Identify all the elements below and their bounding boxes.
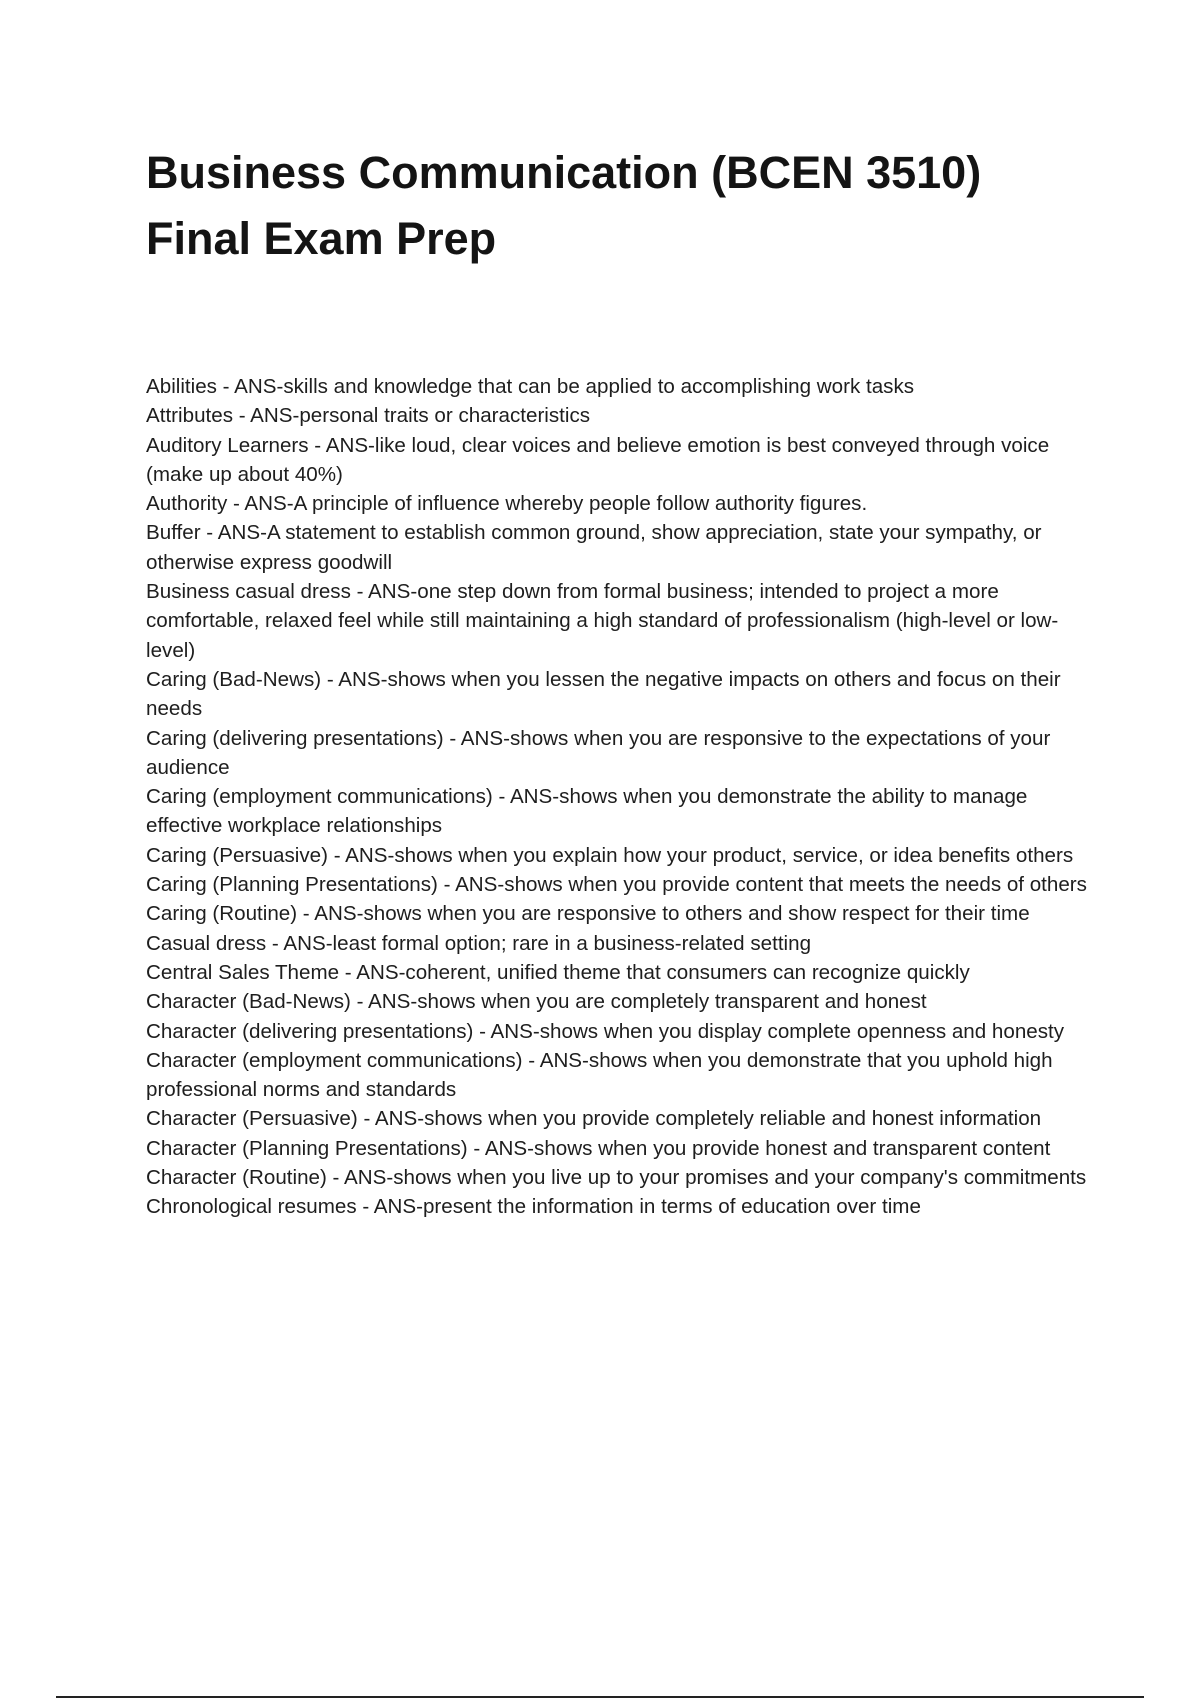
- page-title: [146, 140, 1086, 272]
- glossary-entry: Auditory Learners - ANS-like loud, clear voices and believe emotion is best conveyed through voice (make up about 40%): [146, 433, 1050, 486]
- title-line-1: Business Communication (BCEN 3510): [146, 147, 982, 198]
- glossary-entry: Caring (Persuasive) - ANS-shows when you explain how your product, service, or idea benefits others: [146, 843, 1074, 867]
- glossary-entry: Central Sales Theme - ANS-coherent, unified theme that consumers can recognize quickly: [146, 960, 970, 984]
- glossary-entry: Caring (delivering presentations) - ANS-shows when you are responsive to the expectations of your audience: [146, 726, 1051, 779]
- glossary-entry: Casual dress - ANS-least formal option; rare in a business-related setting: [146, 931, 812, 955]
- glossary-entry: Character (Persuasive) - ANS-shows when you provide completely reliable and honest information: [146, 1107, 1042, 1131]
- glossary-entry: Buffer - ANS-A statement to establish common ground, show appreciation, state your sympathy, or otherwise express goodwill: [146, 521, 1042, 574]
- glossary-entry: Caring (employment communications) - ANS-shows when you demonstrate the ability to manage effective workplace relationships: [146, 785, 1028, 838]
- glossary-entry: Authority - ANS-A principle of influence whereby people follow authority figures.: [146, 492, 868, 516]
- glossary-entry: Chronological resumes - ANS-present the information in terms of education over time: [146, 1195, 921, 1219]
- glossary-entry: Caring (Bad-News) - ANS-shows when you lessen the negative impacts on others and focus on their needs: [146, 667, 1061, 721]
- glossary-entry: Caring (Planning Presentations) - ANS-shows when you provide content that meets the needs of others: [146, 873, 1087, 897]
- glossary-list: [146, 372, 1094, 1222]
- glossary-entry: Character (Planning Presentations) - ANS-shows when you provide honest and transparent content: [146, 1136, 1051, 1160]
- glossary-entry: Character (Routine) - ANS-shows when you live up to your promises and your company's commitments: [146, 1166, 1087, 1190]
- glossary-entry: Character (Bad-News) - ANS-shows when you are completely transparent and honest: [146, 990, 927, 1014]
- footer-divider: [56, 1696, 1144, 1698]
- glossary-entry: Abilities - ANS-skills and knowledge that can be applied to accomplishing work tasks: [146, 375, 915, 398]
- glossary-entry: Caring (Routine) - ANS-shows when you are responsive to others and show respect for their time: [146, 902, 1030, 926]
- glossary-entry: Character (delivering presentations) - ANS-shows when you display complete openness and honesty: [146, 1019, 1065, 1043]
- glossary-entry: Attributes - ANS-personal traits or characteristics: [146, 404, 591, 428]
- glossary-entry: Character (employment communications) - ANS-shows when you demonstrate that you uphold high professional norms and standards: [146, 1048, 1053, 1102]
- glossary-entry: Business casual dress - ANS-one step down from formal business; intended to project a more comfortable, relaxed feel while still maintaining a high standard of professionalism (high-level or low-level): [146, 580, 1059, 662]
- title-line-2: Final Exam Prep: [146, 213, 497, 264]
